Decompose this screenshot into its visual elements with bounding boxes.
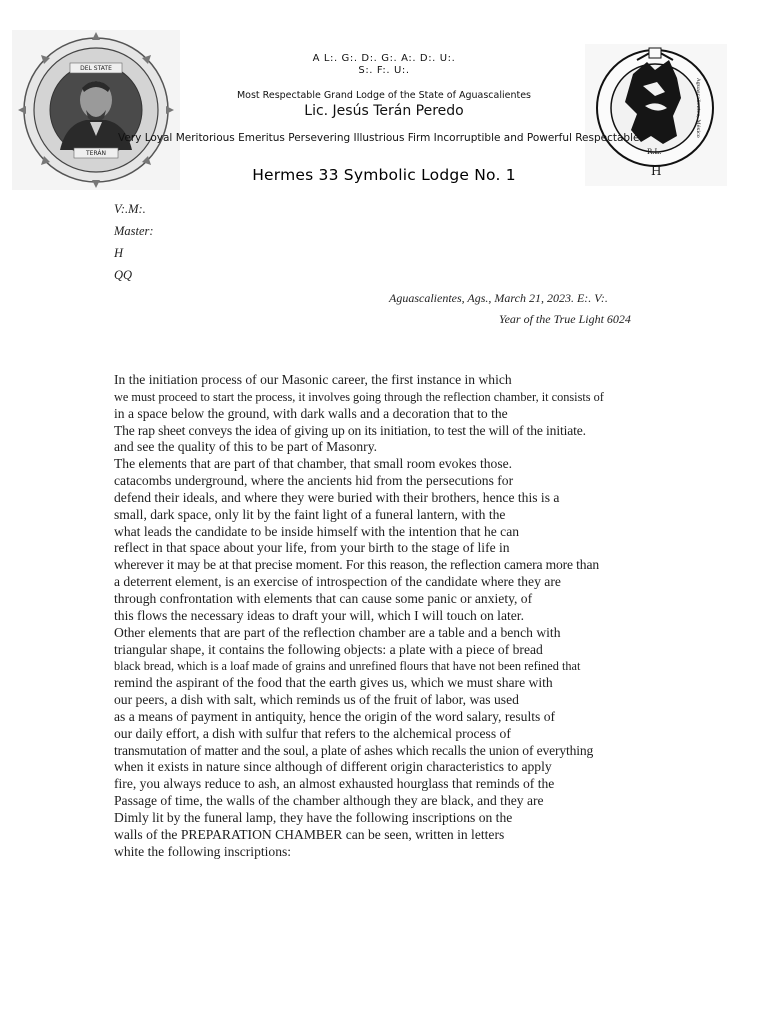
body-line: remind the aspirant of the food that the earth gives us, which we must share with [114, 675, 553, 691]
addressee-qq: QQ [114, 268, 133, 282]
seal-right-letter: H [651, 164, 662, 178]
body-line: small, dark space, only lit by the faint light of a funeral lantern, with the [114, 506, 506, 522]
letter-body [114, 372, 662, 860]
era-year: Year of the True Light 6024 [499, 312, 631, 326]
place-date: Aguascalientes, Ags., March 21, 2023. E:. V:. [389, 291, 608, 305]
body-line: as a means of payment in antiquity, hence the origin of the word salary, results of [114, 708, 556, 724]
body-line: we must proceed to start the process, it involves going through the reflection chamber, it consists of [114, 389, 604, 404]
body-line: and see the quality of this to be part of Masonry. [114, 439, 378, 455]
seal-right-inner-text: R.L. [647, 148, 662, 156]
body-line: reflect in that space about your life, from your birth to the stage of life in [114, 540, 510, 556]
body-line: The elements that are part of that chamber, that small room evokes those. [114, 456, 513, 472]
honorific-titles: Very Loyal Meritorious Emeritus Persevering Illustrious Firm Incorruptible and Powerful Respectable [118, 132, 640, 144]
body-line: Dimly lit by the funeral lamp, they have the following inscriptions on the [114, 809, 513, 825]
body-line: white the following inscriptions: [114, 843, 292, 859]
addressee-h: H [114, 246, 124, 260]
body-line: black bread, which is a loaf made of grains and unrefined flours that have not been refined that [114, 659, 581, 674]
seal-left-top-text: DEL STATE [80, 65, 112, 72]
body-line: our daily effort, a dish with sulfur that refers to the alchemical process of [114, 725, 511, 741]
body-line: Passage of time, the walls of the chamber although they are black, and they are [114, 793, 544, 809]
body-line: triangular shape, it contains the following objects: a plate with a piece of bread [114, 641, 543, 657]
lodge-title: Hermes 33 Symbolic Lodge No. 1 [252, 166, 516, 184]
seal-right-ring-text: Aguascalientes, México [695, 78, 701, 138]
grand-master-name: Lic. Jesús Terán Peredo [304, 103, 464, 119]
body-line: The rap sheet conveys the idea of giving up on its initiation, to test the will of the initiate. [114, 422, 586, 438]
body-line: transmutation of matter and the soul, a plate of ashes which recalls the union of everything [114, 742, 594, 758]
body-line: a deterrent element, is an exercise of introspection of the candidate where they are [114, 574, 561, 590]
body-line: catacombs underground, where the ancients hid from the persecutions for [114, 473, 514, 489]
body-line: in a space below the ground, with dark walls and a decoration that to the [114, 405, 508, 421]
grand-lodge-name: Most Respectable Grand Lodge of the State of Aguascalientes [236, 90, 532, 101]
seal-left-bottom-text: TERÁN [86, 150, 106, 157]
header-line-2: S:. F:. U:. [358, 65, 410, 76]
body-line: through confrontation with elements that can cause some panic or anxiety, of [114, 590, 533, 606]
body-line: when it exists in nature since although of different origin characteristics to apply [114, 759, 552, 775]
body-line: In the initiation process of our Masonic career, the first instance in which [114, 372, 512, 387]
body-line: our peers, a dish with salt, which reminds us of the fruit of labor, was used [114, 692, 519, 708]
header-line-1: A L:. G:. D:. G:. A:. D:. U:. [312, 53, 456, 64]
body-line: defend their ideals, and where they were buried with their brothers, hence this is a [114, 489, 560, 505]
body-line: walls of the PREPARATION CHAMBER can be seen, written in letters [114, 826, 505, 842]
body-line: this flows the necessary ideas to draft your will, which I will touch on later. [114, 607, 524, 623]
body-line: Other elements that are part of the reflection chamber are a table and a bench with [114, 624, 561, 640]
body-line: fire, you always reduce to ash, an almost exhausted hourglass that reminds of the [114, 776, 555, 792]
addressee-vm: V:.M:. [114, 202, 146, 216]
addressee-master: Master: [114, 224, 154, 238]
body-line: what leads the candidate to be inside himself with the intention that he can [114, 523, 520, 539]
body-line: wherever it may be at that precise moment. For this reason, the reflection camera more than [114, 557, 599, 573]
